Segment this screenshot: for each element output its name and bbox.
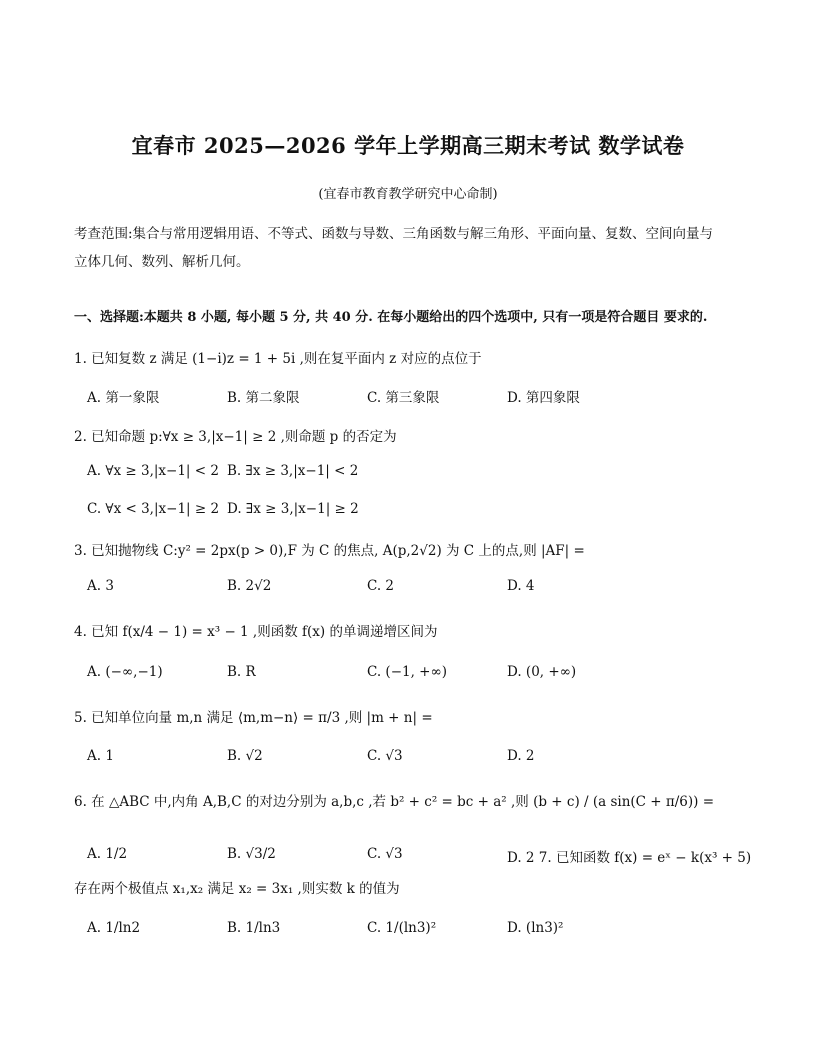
exam-title: 宜春市 2025—2026 学年上学期高三期末考试 数学试卷	[131, 133, 685, 158]
question-4-stem: 4. 已知 f(x/4 − 1) = x³ − 1 ,则函数 f(x) 的单调递增区间为	[74, 624, 438, 640]
option-d: D. 2 7. 已知函数 f(x) = eˣ − k(x³ + 5)	[507, 850, 752, 866]
question-1-stem: 1. 已知复数 z 满足 (1−i)z = 1 + 5i ,则在复平面内 z 对应的点位于	[74, 351, 482, 367]
option-a: A. 1/2	[87, 846, 128, 862]
option-c: C. 2	[367, 578, 395, 594]
option-c: C. (−1, +∞)	[367, 664, 448, 680]
scope-line-1: 考查范围:集合与常用逻辑用语、不等式、函数与导数、三角函数与解三角形、平面向量、复数、空间向量与	[74, 226, 714, 242]
option-d: D. (ln3)²	[507, 920, 564, 936]
question-1-options	[87, 386, 777, 406]
option-a: A. 3	[87, 578, 114, 594]
option-a: A. 第一象限	[87, 390, 160, 406]
option-b: B. √3/2	[227, 846, 276, 862]
question-5-options	[87, 748, 777, 768]
exam-scope	[74, 220, 742, 276]
option-d: D. 第四象限	[507, 390, 580, 406]
question-3-stem: 3. 已知抛物线 C:y² = 2px(p > 0),F 为 C 的焦点, A(p,2√2) 为 C 上的点,则 |AF| =	[74, 543, 585, 559]
option-c: C. 第三象限	[367, 390, 440, 406]
section-heading: 一、选择题:本题共 8 小题, 每小题 5 分, 共 40 分. 在每小题给出的四个选项中, 只有一项是符合题目 要求的.	[74, 310, 708, 325]
question-2-options-row1	[87, 463, 777, 483]
scope-line-2: 立体几何、数列、解析几何。	[74, 254, 250, 270]
question-5-stem: 5. 已知单位向量 m,n 满足 ⟨m,m−n⟩ = π/3 ,则 |m + n| =	[74, 710, 433, 726]
option-b: B. √2	[227, 748, 263, 764]
option-a: A. ∀x ≥ 3,|x−1| < 2	[87, 463, 219, 479]
option-b: B. ∃x ≥ 3,|x−1| < 2	[227, 463, 359, 479]
question-7-options	[87, 920, 777, 940]
option-d: D. (0, +∞)	[507, 664, 577, 680]
option-c: C. 1/(ln3)²	[367, 920, 437, 936]
option-c: C. √3	[367, 748, 403, 764]
option-b: B. 第二象限	[227, 390, 300, 406]
option-b: B. 2√2	[227, 578, 272, 594]
option-b: B. 1/ln3	[227, 920, 281, 936]
question-6-options	[87, 846, 777, 866]
option-b: B. R	[227, 664, 256, 680]
question-3-options	[87, 578, 777, 598]
option-a: A. 1/ln2	[87, 920, 141, 936]
option-d: D. 4	[507, 578, 535, 594]
question-7-stem: 存在两个极值点 x₁,x₂ 满足 x₂ = 3x₁ ,则实数 k 的值为	[74, 881, 400, 897]
option-a: A. 1	[87, 748, 114, 764]
option-c: C. √3	[367, 846, 403, 862]
option-d: D. ∃x ≥ 3,|x−1| ≥ 2	[227, 501, 359, 517]
option-d: D. 2	[507, 748, 535, 764]
option-a: A. (−∞,−1)	[87, 664, 163, 680]
question-2-options-row2	[87, 501, 777, 521]
question-2-stem: 2. 已知命题 p:∀x ≥ 3,|x−1| ≥ 2 ,则命题 p 的否定为	[74, 429, 397, 445]
exam-subtitle: (宜春市教育教学研究中心命制)	[318, 187, 498, 202]
question-4-options	[87, 664, 777, 684]
option-c: C. ∀x < 3,|x−1| ≥ 2	[87, 501, 220, 517]
question-6-stem: 6. 在 △ABC 中,内角 A,B,C 的对边分别为 a,b,c ,若 b² + c² = bc + a² ,则 (b + c) / (a sin(C + π/6)) =	[74, 794, 715, 810]
